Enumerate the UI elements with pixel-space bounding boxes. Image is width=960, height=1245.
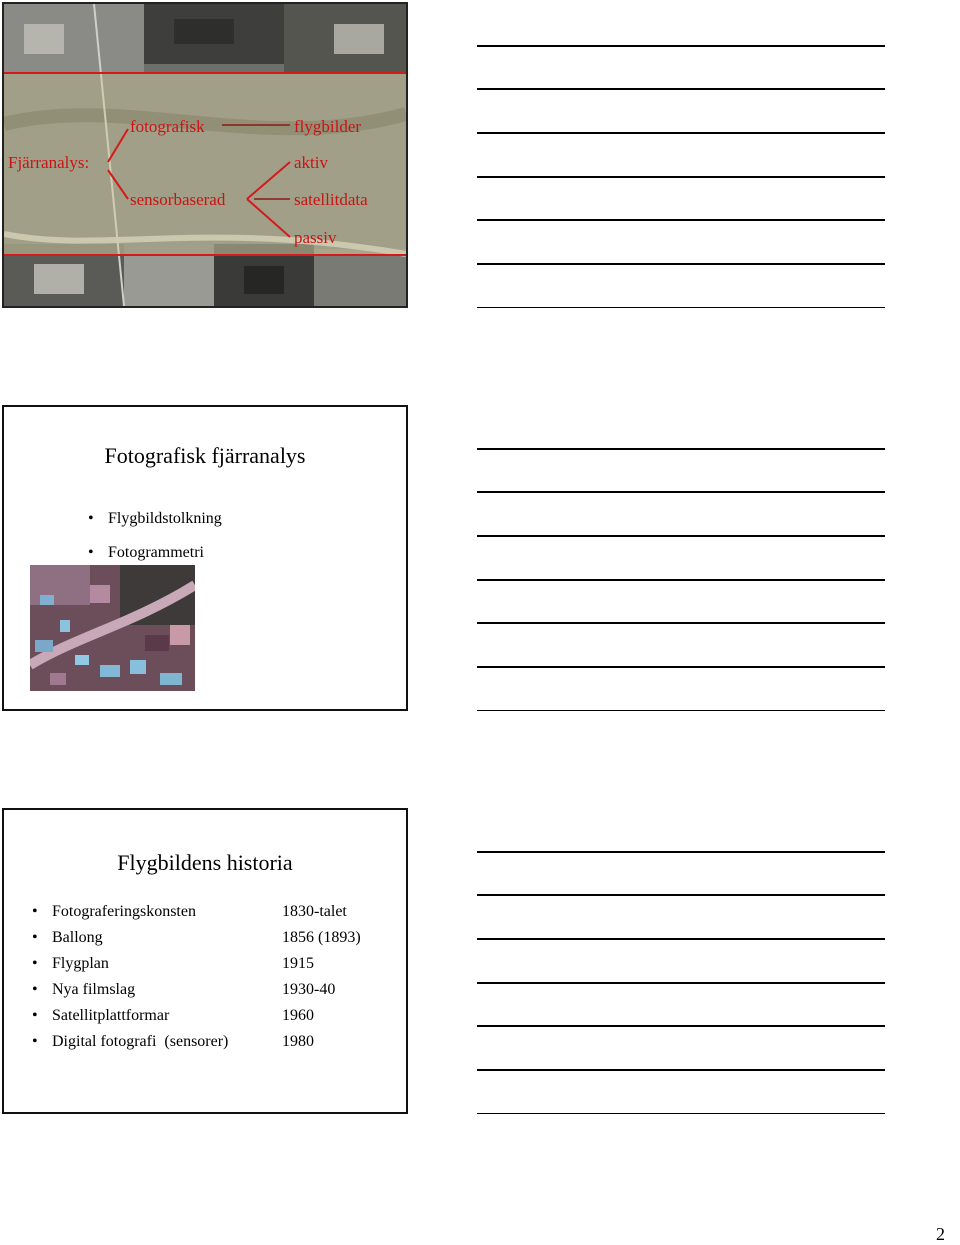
note-line [477, 132, 885, 134]
note-line [477, 491, 885, 493]
note-line [477, 851, 885, 853]
leaf-passiv: passiv [294, 228, 337, 247]
note-line [477, 622, 885, 624]
note-line [477, 894, 885, 896]
bullet-item: • Fotogrammetri [88, 545, 222, 561]
bullet-dot: • [32, 903, 38, 920]
history-year: 1980 [282, 1033, 314, 1050]
note-line [477, 579, 885, 581]
history-event: Digital fotografi (sensorer) [52, 1033, 229, 1050]
history-year: 1960 [282, 1007, 314, 1024]
history-event: Nya filmslag [52, 981, 136, 998]
leaf-aktiv: aktiv [294, 153, 328, 172]
note-line [477, 535, 885, 537]
bullet-dot: • [32, 981, 38, 998]
slide-title: Fotografisk fjärranalys [104, 443, 306, 468]
slide-3-historia [2, 808, 408, 1114]
note-line [477, 176, 885, 178]
bullet-item: • Flygbildstolkning [88, 511, 222, 527]
note-line [477, 1113, 885, 1114]
bullet-dot: • [32, 929, 38, 946]
note-line [477, 1025, 885, 1027]
note-line [477, 938, 885, 940]
slide-1-fjarranalys [2, 2, 408, 308]
bullet-dot: • [32, 955, 38, 972]
leaf-satellitdata: satellitdata [294, 190, 368, 209]
branch-fotografisk: fotografisk [130, 117, 205, 136]
branch-sensorbaserad: sensorbaserad [130, 190, 226, 209]
note-line [477, 307, 885, 308]
bullet-dot: • [32, 1007, 38, 1024]
note-line [477, 219, 885, 221]
history-year: 1830-talet [282, 903, 347, 920]
note-line [477, 666, 885, 668]
slide-title: Flygbildens historia [117, 850, 293, 875]
history-event: Satellitplattformar [52, 1007, 170, 1024]
history-year: 1930-40 [282, 981, 336, 998]
note-line [477, 1069, 885, 1071]
leaf-flygbilder: flygbilder [294, 117, 362, 136]
note-line [477, 710, 885, 711]
history-year: 1856 (1893) [282, 929, 361, 946]
note-line [477, 448, 885, 450]
history-year: 1915 [282, 955, 314, 972]
bullet-dot: • [32, 1033, 38, 1050]
note-line [477, 88, 885, 90]
note-line [477, 263, 885, 265]
page-number: 2 [936, 1224, 945, 1244]
note-line [477, 45, 885, 47]
slide-2-fotografisk [2, 405, 408, 711]
infrared-aerial-photo [30, 565, 195, 691]
history-event: Fotograferingskonsten [52, 903, 196, 920]
root-label: Fjärranalys: [8, 153, 90, 172]
history-event: Ballong [52, 929, 103, 946]
note-line [477, 982, 885, 984]
history-event: Flygplan [52, 955, 109, 972]
